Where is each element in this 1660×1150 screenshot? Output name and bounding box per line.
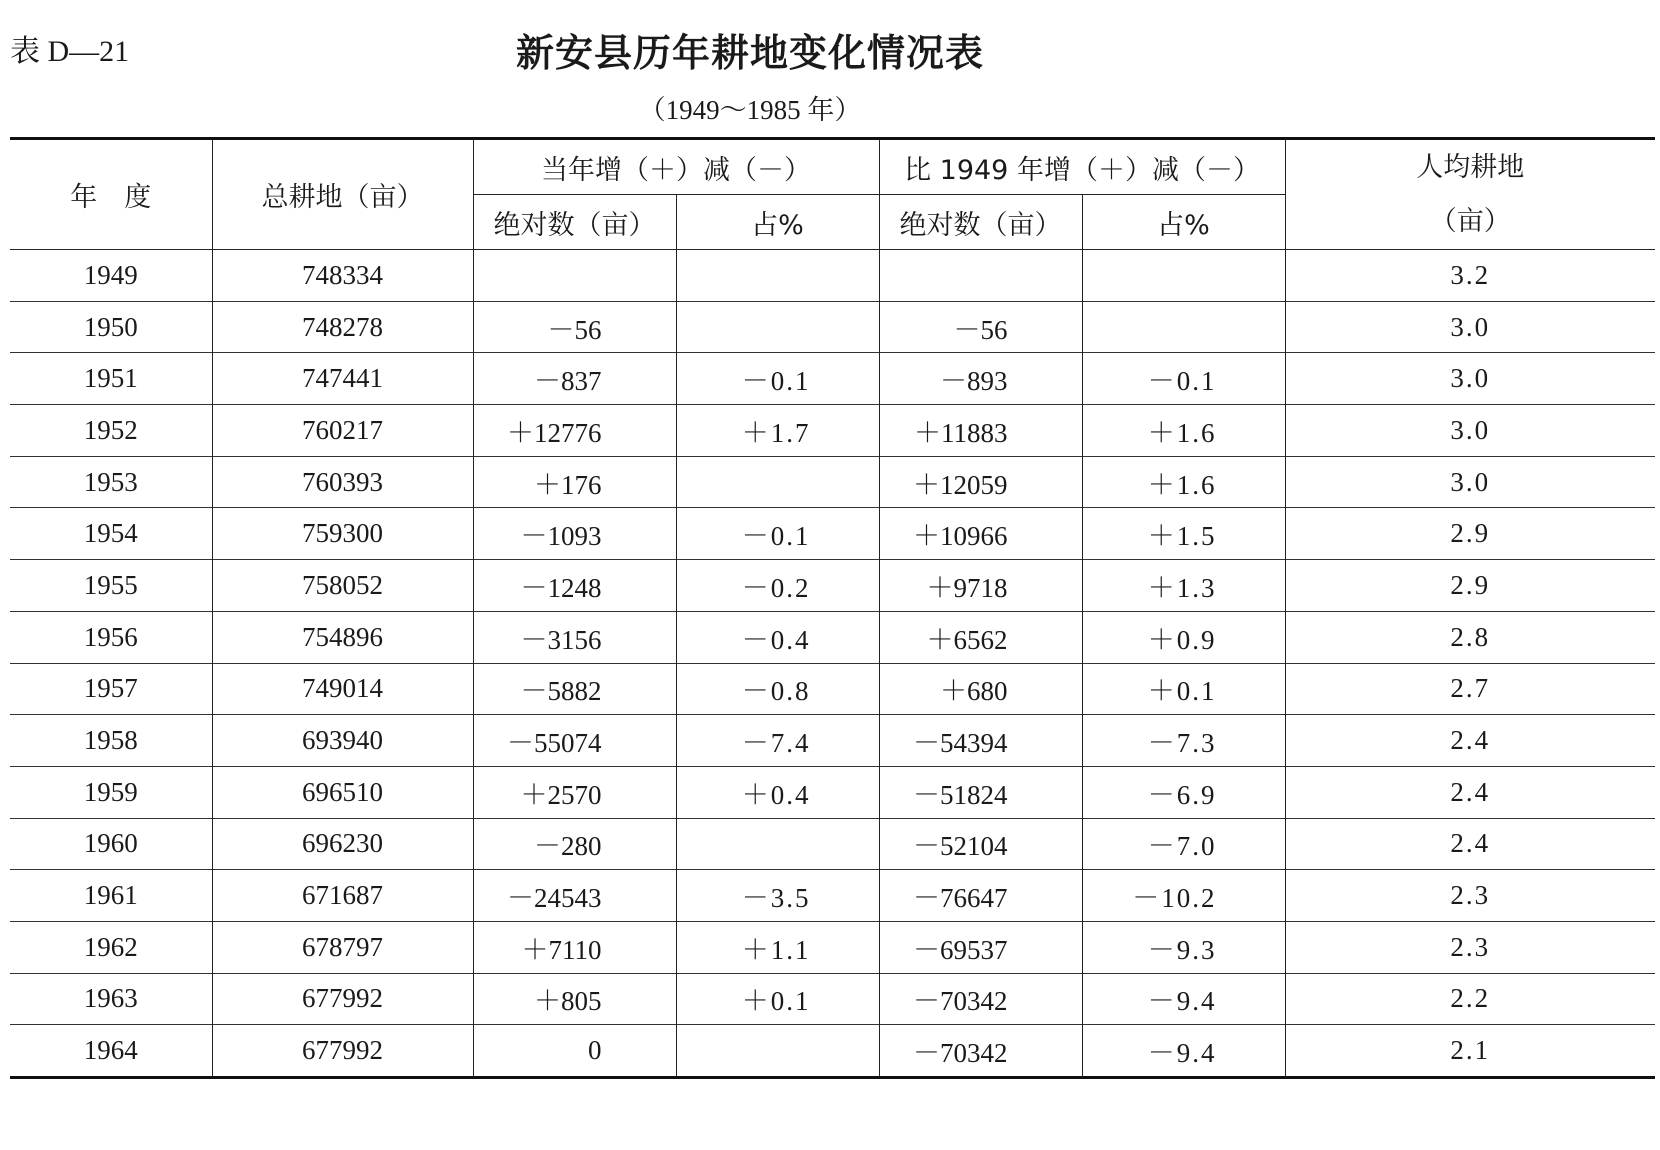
page-subtitle: （1949～1985 年） (638, 95, 862, 125)
cell-per-capita: 2.4 (1285, 715, 1655, 767)
cell-annual-absolute: －1093 (473, 508, 676, 560)
table-row (10, 560, 1655, 612)
cell-annual-percent: ＋1.1 (676, 921, 879, 973)
cell-annual-absolute: －280 (473, 818, 676, 870)
table-row (10, 301, 1655, 353)
cell-year: 1959 (10, 766, 212, 818)
table-row (10, 611, 1655, 663)
cell-since-absolute: －56 (879, 301, 1082, 353)
cell-per-capita: 3.0 (1285, 405, 1655, 457)
cell-year: 1955 (10, 560, 212, 612)
cell-annual-absolute: ＋176 (473, 456, 676, 508)
cell-total-farmland: 754896 (212, 611, 473, 663)
cell-annual-percent: －0.8 (676, 663, 879, 715)
col-group-annual-change: 当年增（＋）减（－） (473, 139, 879, 195)
table-row (10, 766, 1655, 818)
cell-since-percent: －0.1 (1082, 353, 1285, 405)
cell-year: 1964 (10, 1025, 212, 1078)
cell-year: 1960 (10, 818, 212, 870)
table-row (10, 973, 1655, 1025)
cell-since-absolute: ＋12059 (879, 456, 1082, 508)
cell-year: 1956 (10, 611, 212, 663)
cell-total-farmland: 696510 (212, 766, 473, 818)
cell-year: 1962 (10, 921, 212, 973)
cell-since-absolute: －69537 (879, 921, 1082, 973)
cell-since-percent: －9.4 (1082, 1025, 1285, 1078)
cell-per-capita: 3.0 (1285, 456, 1655, 508)
cell-annual-absolute: ＋12776 (473, 405, 676, 457)
cell-per-capita: 2.7 (1285, 663, 1655, 715)
cell-annual-percent: －7.4 (676, 715, 879, 767)
cell-total-farmland: 747441 (212, 353, 473, 405)
cell-since-absolute: －76647 (879, 870, 1082, 922)
cell-total-farmland: 759300 (212, 508, 473, 560)
cell-since-percent: ＋1.6 (1082, 405, 1285, 457)
cell-since-absolute: ＋11883 (879, 405, 1082, 457)
cell-annual-absolute: ＋2570 (473, 766, 676, 818)
col-header-annual-absolute: 绝对数（亩） (473, 195, 676, 250)
cell-annual-percent (676, 1025, 879, 1078)
cell-since-percent: －6.9 (1082, 766, 1285, 818)
per-capita-label: 人均耕地 (1416, 151, 1525, 183)
cell-since-absolute (879, 250, 1082, 302)
col-header-since-percent: 占% (1082, 195, 1285, 250)
cell-total-farmland: 758052 (212, 560, 473, 612)
cell-annual-percent: －0.1 (676, 353, 879, 405)
cell-annual-absolute: －24543 (473, 870, 676, 922)
page-title: 新安县历年耕地变化情况表 (515, 31, 984, 75)
table-row (10, 663, 1655, 715)
col-header-annual-percent: 占% (676, 195, 879, 250)
cell-per-capita: 2.4 (1285, 766, 1655, 818)
cell-total-farmland: 748334 (212, 250, 473, 302)
cell-year: 1954 (10, 508, 212, 560)
cell-annual-absolute: －5882 (473, 663, 676, 715)
cell-since-percent: －7.3 (1082, 715, 1285, 767)
cell-since-absolute: －51824 (879, 766, 1082, 818)
cell-total-farmland: 678797 (212, 921, 473, 973)
per-capita-unit: （亩） (1429, 205, 1511, 237)
cell-annual-absolute: －3156 (473, 611, 676, 663)
cell-year: 1958 (10, 715, 212, 767)
cell-annual-absolute: －1248 (473, 560, 676, 612)
cell-since-percent: ＋0.9 (1082, 611, 1285, 663)
cell-annual-percent (676, 301, 879, 353)
cell-per-capita: 2.4 (1285, 818, 1655, 870)
cell-per-capita: 3.0 (1285, 353, 1655, 405)
table-row (10, 1025, 1655, 1078)
cell-annual-percent: －0.1 (676, 508, 879, 560)
table-row (10, 870, 1655, 922)
table-row (10, 921, 1655, 973)
col-header-per-capita (1285, 139, 1655, 250)
cell-since-percent: －10.2 (1082, 870, 1285, 922)
table-row (10, 818, 1655, 870)
cell-annual-absolute: ＋7110 (473, 921, 676, 973)
table-body (10, 250, 1655, 1078)
cell-total-farmland: 677992 (212, 1025, 473, 1078)
cell-per-capita: 2.2 (1285, 973, 1655, 1025)
cell-since-percent: ＋1.3 (1082, 560, 1285, 612)
cell-since-absolute: ＋680 (879, 663, 1082, 715)
cell-year: 1951 (10, 353, 212, 405)
cell-since-absolute: －70342 (879, 973, 1082, 1025)
cell-since-absolute: －70342 (879, 1025, 1082, 1078)
cell-annual-percent: －0.4 (676, 611, 879, 663)
cell-per-capita: 2.9 (1285, 560, 1655, 612)
cell-year: 1957 (10, 663, 212, 715)
cell-total-farmland: 671687 (212, 870, 473, 922)
cell-year: 1949 (10, 250, 212, 302)
cell-annual-absolute (473, 250, 676, 302)
cell-annual-percent: －0.2 (676, 560, 879, 612)
cell-since-absolute: －52104 (879, 818, 1082, 870)
table-row (10, 715, 1655, 767)
table-row (10, 405, 1655, 457)
cell-since-percent: －9.3 (1082, 921, 1285, 973)
cell-annual-absolute: －55074 (473, 715, 676, 767)
cell-annual-absolute: ＋805 (473, 973, 676, 1025)
cell-since-percent: ＋1.6 (1082, 456, 1285, 508)
cell-year: 1961 (10, 870, 212, 922)
cell-since-absolute: ＋6562 (879, 611, 1082, 663)
col-header-since-absolute: 绝对数（亩） (879, 195, 1082, 250)
cell-total-farmland: 749014 (212, 663, 473, 715)
cell-year: 1950 (10, 301, 212, 353)
table-number: 表 D—21 (10, 35, 130, 68)
cell-per-capita: 2.8 (1285, 611, 1655, 663)
table-row (10, 456, 1655, 508)
cell-annual-percent: ＋0.1 (676, 973, 879, 1025)
cell-since-absolute: ＋9718 (879, 560, 1082, 612)
cell-per-capita: 2.3 (1285, 870, 1655, 922)
cell-annual-percent (676, 456, 879, 508)
cell-since-absolute: －54394 (879, 715, 1082, 767)
cell-total-farmland: 696230 (212, 818, 473, 870)
cell-year: 1953 (10, 456, 212, 508)
cell-since-absolute: ＋10966 (879, 508, 1082, 560)
table-row (10, 508, 1655, 560)
cell-since-absolute: －893 (879, 353, 1082, 405)
cell-per-capita: 3.0 (1285, 301, 1655, 353)
cell-since-percent (1082, 301, 1285, 353)
cell-annual-absolute: －56 (473, 301, 676, 353)
table-row (10, 353, 1655, 405)
cell-since-percent: ＋0.1 (1082, 663, 1285, 715)
farmland-change-table (10, 137, 1655, 1079)
col-header-total-farmland: 总耕地（亩） (212, 139, 473, 250)
cell-annual-absolute: 0 (473, 1025, 676, 1078)
cell-per-capita: 2.1 (1285, 1025, 1655, 1078)
cell-total-farmland: 693940 (212, 715, 473, 767)
cell-since-percent (1082, 250, 1285, 302)
cell-since-percent: －9.4 (1082, 973, 1285, 1025)
cell-annual-percent (676, 250, 879, 302)
col-group-change-since-1949: 比 1949 年增（＋）减（－） (879, 139, 1285, 195)
cell-per-capita: 3.2 (1285, 250, 1655, 302)
table-row (10, 250, 1655, 302)
cell-since-percent: ＋1.5 (1082, 508, 1285, 560)
cell-per-capita: 2.9 (1285, 508, 1655, 560)
cell-total-farmland: 760393 (212, 456, 473, 508)
cell-total-farmland: 677992 (212, 973, 473, 1025)
col-header-year: 年 度 (10, 139, 212, 250)
cell-per-capita: 2.3 (1285, 921, 1655, 973)
cell-year: 1963 (10, 973, 212, 1025)
cell-annual-percent (676, 818, 879, 870)
cell-annual-percent: ＋1.7 (676, 405, 879, 457)
cell-annual-percent: ＋0.4 (676, 766, 879, 818)
cell-annual-absolute: －837 (473, 353, 676, 405)
cell-year: 1952 (10, 405, 212, 457)
cell-since-percent: －7.0 (1082, 818, 1285, 870)
cell-annual-percent: －3.5 (676, 870, 879, 922)
cell-total-farmland: 748278 (212, 301, 473, 353)
cell-total-farmland: 760217 (212, 405, 473, 457)
